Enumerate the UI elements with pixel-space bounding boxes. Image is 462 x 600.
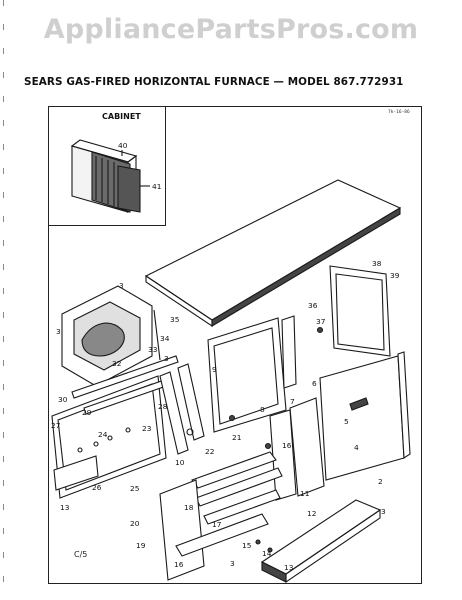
base-channel xyxy=(262,500,380,574)
part-callout: 20 xyxy=(130,519,140,528)
part-callout: 38 xyxy=(372,259,382,268)
part-callout: 37 xyxy=(316,317,326,326)
part-callout: 21 xyxy=(232,433,242,442)
part-callout: 8 xyxy=(260,405,265,414)
part-callout: 3 xyxy=(119,281,124,290)
part-callout: 6 xyxy=(312,379,317,388)
part-callout: 2 xyxy=(378,477,383,486)
part-callout: 12 xyxy=(307,509,317,518)
inset-label: CABINET xyxy=(102,112,141,121)
front-right-panel xyxy=(320,356,404,480)
part-callout: 27 xyxy=(51,421,61,430)
part-callout: 40 xyxy=(118,141,128,150)
part-callout: 41 xyxy=(152,182,162,191)
part-callout: 9 xyxy=(212,365,217,374)
part-callout: 11 xyxy=(300,489,310,498)
part-callout: 32 xyxy=(112,359,122,368)
part-callout: 16 xyxy=(282,441,292,450)
part-callout: 3 xyxy=(230,559,235,568)
part-callout: 30 xyxy=(58,395,68,404)
part-callout: 18 xyxy=(184,503,194,512)
part-callout: 36 xyxy=(308,301,318,310)
part-callout: 13 xyxy=(284,563,294,572)
document-number: 7k-16-86 xyxy=(388,110,410,115)
part-callout: 15 xyxy=(242,541,252,550)
part-callout: 14 xyxy=(262,549,272,558)
part-callout: 17 xyxy=(212,520,222,529)
inset-cabinet-sketch xyxy=(72,140,140,212)
part-callout: 4 xyxy=(354,443,359,452)
part-callout: 7 xyxy=(290,397,295,406)
part-callout: 22 xyxy=(205,447,215,456)
part-callout: 3 xyxy=(164,354,169,363)
part-callout: 35 xyxy=(170,315,180,324)
part-callout: 39 xyxy=(390,271,400,280)
part-callout: 3 xyxy=(381,507,386,516)
part-callout: 10 xyxy=(175,458,185,467)
watermark: AppliancePartsPros.com xyxy=(43,14,419,45)
part-callout: 34 xyxy=(160,334,170,343)
diagram-title: SEARS GAS-FIRED HORIZONTAL FURNACE — MODEL 867.772931 xyxy=(24,76,404,88)
part-callout: 25 xyxy=(130,484,140,493)
part-callout: 26 xyxy=(92,483,102,492)
part-callout: 29 xyxy=(82,408,92,417)
part-callout: 33 xyxy=(148,345,158,354)
part-callout: 23 xyxy=(142,424,152,433)
footer-code: C/5 xyxy=(74,550,88,559)
part-callout: 28 xyxy=(158,402,168,411)
part-callout: 3 xyxy=(56,327,61,336)
scan-edge xyxy=(2,0,5,600)
part-callout: 16 xyxy=(174,560,184,569)
part-callout: 19 xyxy=(136,541,146,550)
part-callout: 13 xyxy=(60,503,70,512)
part-callout: 24 xyxy=(98,430,108,439)
part-callout: 5 xyxy=(344,417,349,426)
